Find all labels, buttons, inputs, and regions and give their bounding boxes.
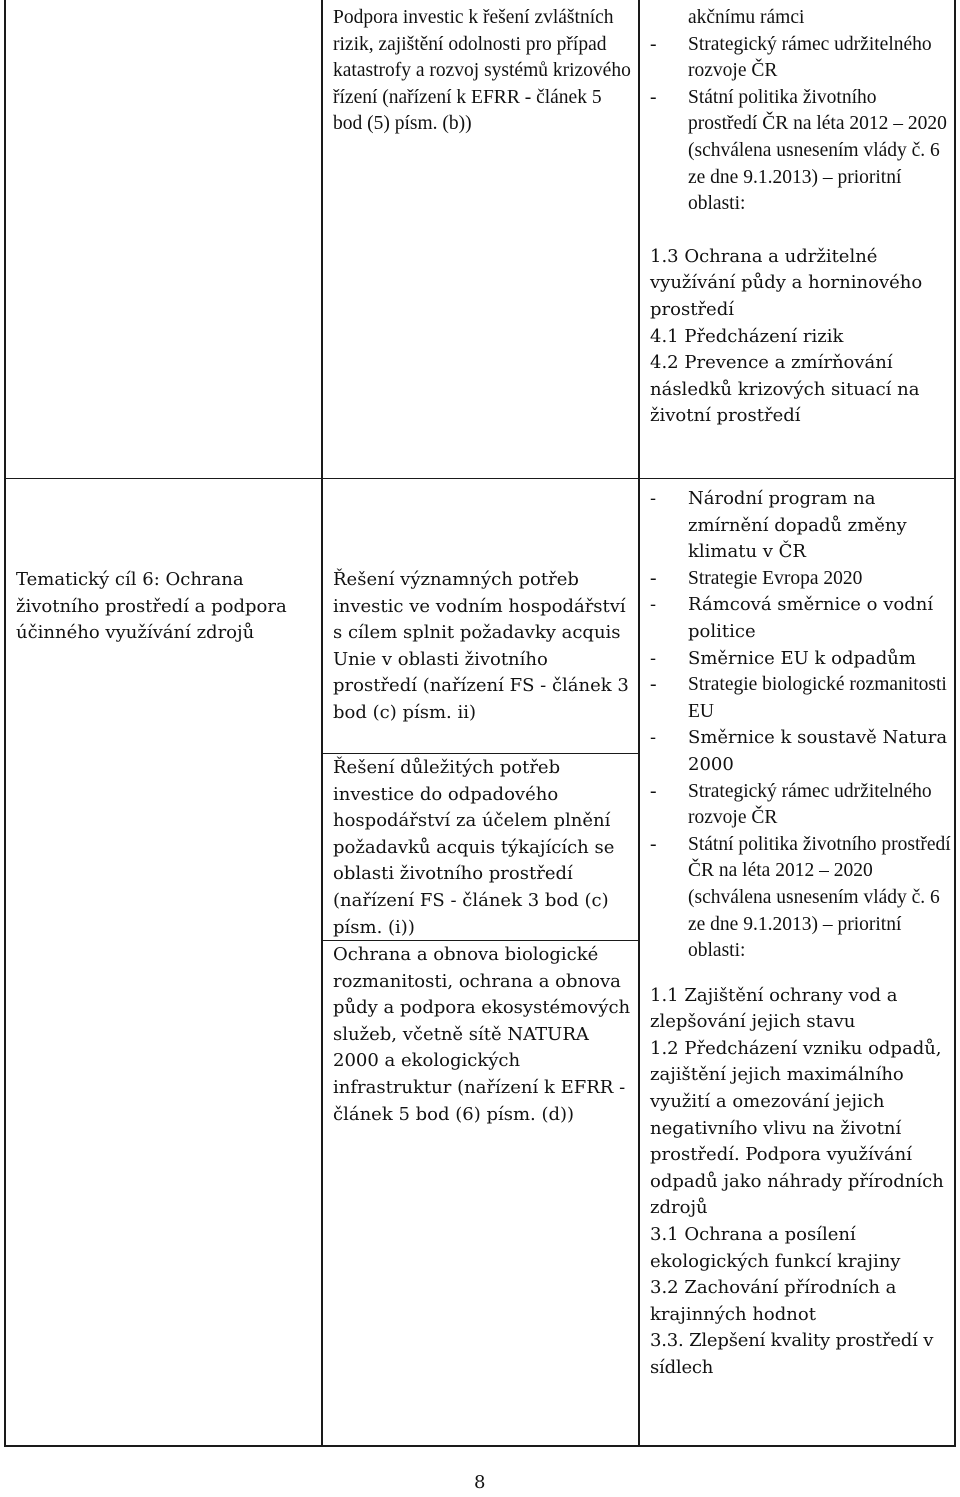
row2-priority: 1.1 Zajištění ochrany vod a zlepšování jejich stavu xyxy=(650,984,898,1033)
dash-glyph: - xyxy=(650,86,657,108)
dash-glyph: - xyxy=(650,780,657,802)
page-number: 8 xyxy=(474,1472,486,1493)
dash-glyph: - xyxy=(650,594,657,616)
row1-col2-text xyxy=(333,5,633,138)
col2-divider-1 xyxy=(322,753,638,754)
table-border-right xyxy=(954,0,956,1447)
row1-priority: 4.1 Předcházení rizik xyxy=(650,325,844,347)
row2-col1-text xyxy=(16,567,316,647)
row1-priority: 4.2 Prevence a zmírňování následků krizových situací na životní prostředí xyxy=(650,352,920,427)
table-border-col2 xyxy=(638,0,640,1447)
investment-priority: Ochrana a obnova biologické rozmanitosti, ochrana a obnova půdy a podpora ekosystémových služeb, včetně sítě NATURA 2000 a ekologických infrastruktur (nařízení k EFRR - článek 5 bod (6) písm. (d)) xyxy=(333,944,631,1125)
row1-col3 xyxy=(650,5,950,430)
dash-glyph: - xyxy=(650,674,657,696)
row2-dash-item xyxy=(650,672,952,725)
investment-priority: Řešení významných potřeb investic ve vodním hospodářství s cílem splnit požadavky acquis Unie v oblasti životního prostředí (nařízení FS - článek 3 bod (c) písm. ii) xyxy=(333,569,629,723)
row2-dash-item xyxy=(650,779,952,832)
row1-col3-intro: akčnímu rámci xyxy=(688,7,805,28)
row2-dash-item xyxy=(650,566,952,593)
row2-dash-text: Strategie Evropa 2020 xyxy=(688,567,863,589)
row2-col2-block-1 xyxy=(333,567,633,727)
row2-dash-item xyxy=(650,832,952,965)
row1-dash-text: Strategický rámec udržitelného rozvoje ČR xyxy=(688,33,932,82)
thematic-goal: Tematický cíl 6: Ochrana životního prostředí a podpora účinného využívání zdrojů xyxy=(16,569,287,644)
row-divider xyxy=(4,478,956,479)
row2-col3 xyxy=(650,486,952,1382)
row2-priority: 1.2 Předcházení vzniku odpadů, zajištění jejich maximálního využití a omezování jejich negativního vlivu na životní prostředí. Podpora využívání odpadů jako náhrady přírodních zdrojů xyxy=(650,1037,944,1219)
row2-dash-text: Směrnice k soustavě Natura 2000 xyxy=(688,727,948,775)
row2-dash-text: Státní politika životního prostředí ČR na léta 2012 – 2020 (schválena usnesením vlády č. 6 ze dne 9.1.2013) – prioritní oblasti: xyxy=(688,833,951,962)
dash-glyph: - xyxy=(650,567,657,589)
row2-dash-text: Rámcová směrnice o vodní politice xyxy=(688,594,934,642)
row1-dash-item xyxy=(650,32,950,85)
dash-glyph: - xyxy=(650,727,657,749)
row2-col2-block-2 xyxy=(333,755,633,941)
row2-dash-item xyxy=(650,725,952,778)
row2-dash-item xyxy=(650,646,952,673)
dash-glyph: - xyxy=(650,33,657,55)
row2-priority: 3.1 Ochrana a posílení ekologických funkcí krajiny xyxy=(650,1224,901,1272)
table-border-col1 xyxy=(321,0,323,1447)
row1-dash-item xyxy=(650,85,950,218)
row2-priority: 3.2 Zachování přírodních a krajinných hodnot xyxy=(650,1277,897,1325)
row2-col2-block-3 xyxy=(333,942,633,1128)
dash-glyph: - xyxy=(650,488,657,509)
row2-dash-text: Národní program na zmírnění dopadů změny klimatu v ČR xyxy=(688,488,907,563)
row2-priority: 3.3. Zlepšení kvality prostředí v sídlech xyxy=(650,1330,934,1378)
table-border-left xyxy=(4,0,6,1447)
row2-dash-text: Strategie biologické rozmanitosti EU xyxy=(688,674,947,722)
investment-priority: Řešení důležitých potřeb investice do odpadového hospodářství za účelem plnění požadavků acquis týkajících se oblasti životního prostředí (nařízení FS - článek 3 bod (c) písm. (i)) xyxy=(333,757,615,938)
dash-glyph: - xyxy=(650,833,657,855)
row1-priority: 1.3 Ochrana a udržitelné využívání půdy a horninového prostředí xyxy=(650,245,923,320)
row2-dash-item xyxy=(650,592,952,645)
row2-dash-text: Strategický rámec udržitelného rozvoje ČR xyxy=(688,780,932,829)
dash-glyph: - xyxy=(650,647,657,669)
table-border-bottom xyxy=(4,1445,956,1447)
row2-dash-item xyxy=(650,486,952,566)
row1-col2-paragraph: Podpora investic k řešení zvláštních rizik, zajištění odolnosti pro případ katastrofy a rozvoj systémů krizového řízení (nařízení k EFRR - článek 5 bod (5) písm. (b)) xyxy=(333,7,631,135)
row1-dash-text: Státní politika životního prostředí ČR na léta 2012 – 2020 (schválena usnesením vlády č. 6 ze dne 9.1.2013) – prioritní oblasti: xyxy=(688,86,947,215)
row2-dash-text: Směrnice EU k odpadům xyxy=(688,647,916,669)
